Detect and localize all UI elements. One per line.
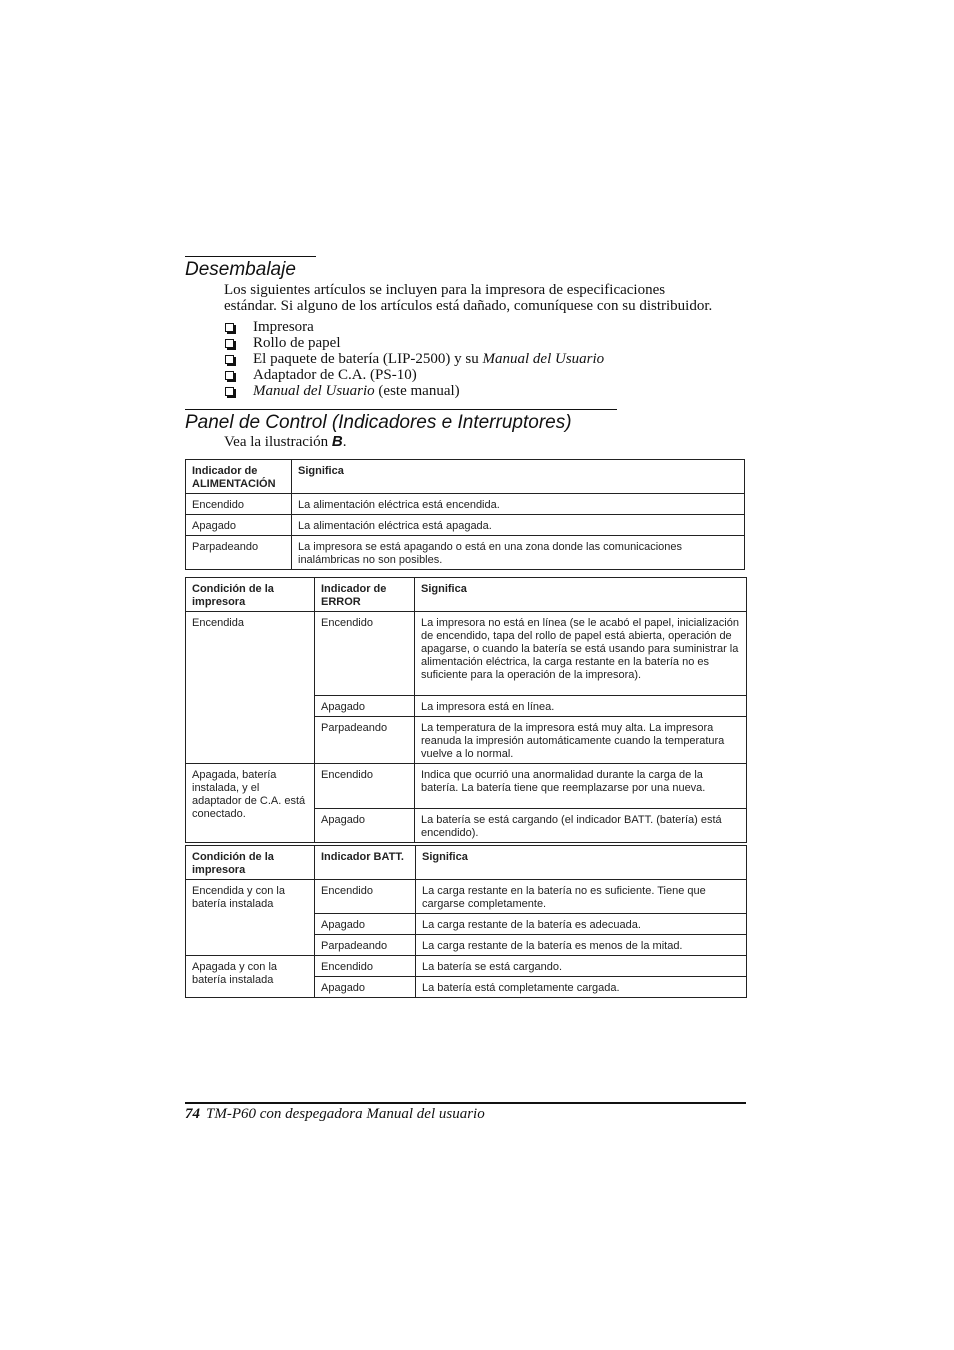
table-row [186,612,747,696]
header-cell: Indicador de ERROR [315,578,415,612]
table-row [186,494,745,515]
header-cell: Indicador de ALIMENTACIÓN [186,460,292,494]
checkbox-bullet-icon [225,371,234,380]
table-cell: Apagado [315,977,416,998]
item-text: (este manual) [374,383,460,399]
table-cell: La alimentación eléctrica está encendida. [292,494,745,515]
table-cell: La carga restante en la batería no es suficiente. Tiene que cargarse completamente. [416,880,747,914]
table-cell: Apagado [315,809,415,843]
page-footer [185,1104,485,1124]
table-cell: Encendido [315,956,416,977]
checkbox-bullet-icon [225,387,234,396]
table-row [186,764,747,809]
header-cell: Significa [292,460,745,494]
condition-cell: Encendida [186,612,315,764]
header-cell: Significa [416,846,747,880]
heading-desembalaje: Desembalaje [185,259,296,280]
condition-cell: Apagada, batería instalada, y el adaptador de C.A. está conectado. [186,764,315,843]
list-item [224,335,604,351]
table-header-row [186,460,745,494]
table-header-row [186,846,747,880]
table-cell: La impresora está en línea. [415,696,747,717]
table-cell: La batería está completamente cargada. [416,977,747,998]
table-cell: Encendido [186,494,292,515]
table-row [186,536,745,570]
power-indicator-table [185,459,745,570]
list-item [224,319,604,335]
item-text: El paquete de batería (LIP-2500) y su [253,351,483,367]
table-row [186,880,747,914]
table-cell: La impresora se está apagando o está en una zona donde las comunicaciones inalámbricas no son posibles. [292,536,745,570]
item-text: Impresora [253,319,314,335]
header-cell: Significa [415,578,747,612]
checkbox-bullet-icon [225,339,234,348]
footer-title: TM-P60 con despegadora Manual del usuario [206,1106,485,1122]
table-row [186,956,747,977]
condition-cell: Encendida y con la batería instalada [186,880,315,956]
header-cell: Condición de la impresora [186,846,315,880]
table-cell: Apagado [315,914,416,935]
page-number: 74 [185,1106,200,1122]
table-cell: Encendido [315,612,415,696]
unpacking-intro [224,282,764,314]
see-prefix: Vea la ilustración [224,434,332,450]
table-header-row [186,578,747,612]
table-cell: La temperatura de la impresora está muy alta. La impresora reanuda la impresión automáticamente cuando la temperatura vuelve a lo normal. [415,717,747,764]
item-text-italic: Manual del Usuario [482,351,605,367]
item-text-italic: Manual del Usuario [253,383,375,399]
table-cell: Parpadeando [186,536,292,570]
item-text: Rollo de papel [253,335,341,351]
table-cell: Encendido [315,764,415,809]
see-illustration-text [224,434,346,450]
included-items-list [224,319,604,399]
intro-line-1: Los siguientes artículos se incluyen para la impresora de especificaciones [224,282,666,298]
intro-line-2: estándar. Si alguno de los artículos está dañado, comuníquese con su distribuidor. [224,298,713,314]
header-cell: Condición de la impresora [186,578,315,612]
table-row [186,515,745,536]
table-cell: La alimentación eléctrica está apagada. [292,515,745,536]
table-cell: Indica que ocurrió una anormalidad durante la carga de la batería. La batería tiene que reemplazarse por una nueva. [415,764,747,809]
table-cell: La batería se está cargando (el indicador BATT. (batería) está encendido). [415,809,747,843]
batt-indicator-table [185,845,747,998]
checkbox-bullet-icon [225,323,234,332]
table-cell: La batería se está cargando. [416,956,747,977]
table-cell: La impresora no está en línea (se le acabó el papel, inicialización de encendido, tapa del rollo de papel está abierta, operación de apagarse, o cuando la batería se está usando para suministrar la alimentación eléctrica, la carga restante en la batería no es suficiente para la operación de la impresora). [415,612,747,696]
table-cell: Apagado [186,515,292,536]
heading-panel-de-control: Panel de Control (Indicadores e Interruptores) [185,412,572,433]
list-item [224,383,604,399]
header-cell: Indicador BATT. [315,846,416,880]
table-cell: Apagado [315,696,415,717]
see-suffix: . [342,434,347,450]
error-indicator-table [185,577,747,843]
list-item [224,351,604,367]
condition-cell: Apagada y con la batería instalada [186,956,315,998]
table-cell: Parpadeando [315,935,416,956]
table-cell: La carga restante de la batería es menos de la mitad. [416,935,747,956]
table-cell: Encendido [315,880,416,914]
list-item [224,367,604,383]
illustration-reference: B [331,433,343,450]
table-cell: Parpadeando [315,717,415,764]
table-cell: La carga restante de la batería es adecuada. [416,914,747,935]
checkbox-bullet-icon [225,355,234,364]
item-text: Adaptador de C.A. (PS-10) [253,367,417,383]
